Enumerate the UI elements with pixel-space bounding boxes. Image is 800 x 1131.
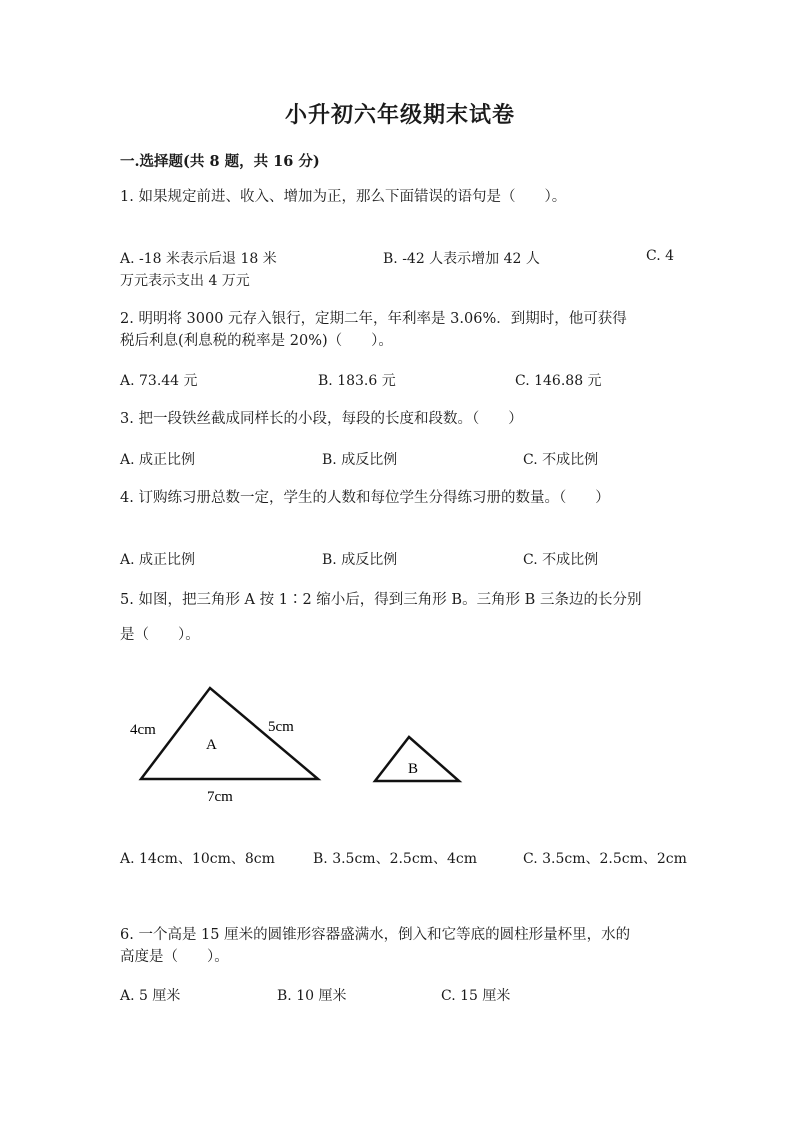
- question-4-text: 4. 订购练习册总数一定，学生的人数和每位学生分得练习册的数量。（ ）: [120, 490, 610, 506]
- triangle-figure-svg: [120, 680, 480, 810]
- question-3-option-a: A. 成正比例: [120, 452, 196, 468]
- question-2-option-c: C. 146.88 元: [515, 373, 602, 389]
- question-5-text-line1: 5. 如图，把三角形 A 按 1∶2 缩小后，得到三角形 B。三角形 B 三条边的长分别: [120, 592, 642, 608]
- triangle-a-right-side-label: 5cm: [268, 719, 294, 735]
- question-6-text-line2: 高度是（ ）。: [120, 949, 229, 965]
- question-4-option-a: A. 成正比例: [120, 552, 196, 568]
- question-5-option-b: B. 3.5cm、2.5cm、4cm: [313, 851, 477, 867]
- question-1-option-b: B. -42 人表示增加 42 人: [383, 251, 540, 267]
- question-2-text-line1: 2. 明明将 3000 元存入银行，定期二年，年利率是 3.06%．到期时，他可获得: [120, 311, 627, 327]
- question-2-text-line2: 税后利息(利息税的税率是 20%)（ ）。: [120, 333, 393, 349]
- question-2-option-a: A. 73.44 元: [120, 373, 198, 389]
- triangle-a-name-label: A: [206, 737, 217, 753]
- question-6-option-c: C. 15 厘米: [441, 988, 511, 1004]
- triangle-b-name-label: B: [408, 761, 419, 777]
- question-5-option-c: C. 3.5cm、2.5cm、2cm: [523, 851, 687, 867]
- question-3-option-c: C. 不成比例: [523, 452, 599, 468]
- question-3-text: 3. 把一段铁丝截成同样长的小段，每段的长度和段数。（ ）: [120, 411, 523, 427]
- question-6-text-line1: 6. 一个高是 15 厘米的圆锥形容器盛满水，倒入和它等底的圆柱形量杯里，水的: [120, 927, 631, 943]
- question-4-option-b: B. 成反比例: [322, 552, 398, 568]
- section-heading: 一.选择题(共 8 题，共 16 分): [120, 153, 320, 170]
- question-3-option-b: B. 成反比例: [322, 452, 398, 468]
- question-2-option-b: B. 183.6 元: [318, 373, 396, 389]
- triangle-a-bottom-side-label: 7cm: [207, 789, 233, 805]
- question-4-option-c: C. 不成比例: [523, 552, 599, 568]
- page-title: 小升初六年级期末试卷: [284, 102, 515, 128]
- triangle-a-left-side-label: 4cm: [130, 722, 156, 738]
- question-1-option-a: A. -18 米表示后退 18 米: [120, 251, 277, 267]
- question-1-option-c-continued: 万元表示支出 4 万元: [120, 273, 250, 289]
- question-6-option-b: B. 10 厘米: [277, 988, 347, 1004]
- question-5-text-line2: 是（ ）。: [120, 627, 200, 643]
- question-6-option-a: A. 5 厘米: [120, 988, 181, 1004]
- triangle-figure: [120, 680, 480, 810]
- question-5-option-a: A. 14cm、10cm、8cm: [120, 851, 275, 867]
- question-1-option-c: C. 4: [646, 248, 675, 264]
- question-1-text: 1. 如果规定前进、收入、增加为正，那么下面错误的语句是（ ）。: [120, 189, 567, 205]
